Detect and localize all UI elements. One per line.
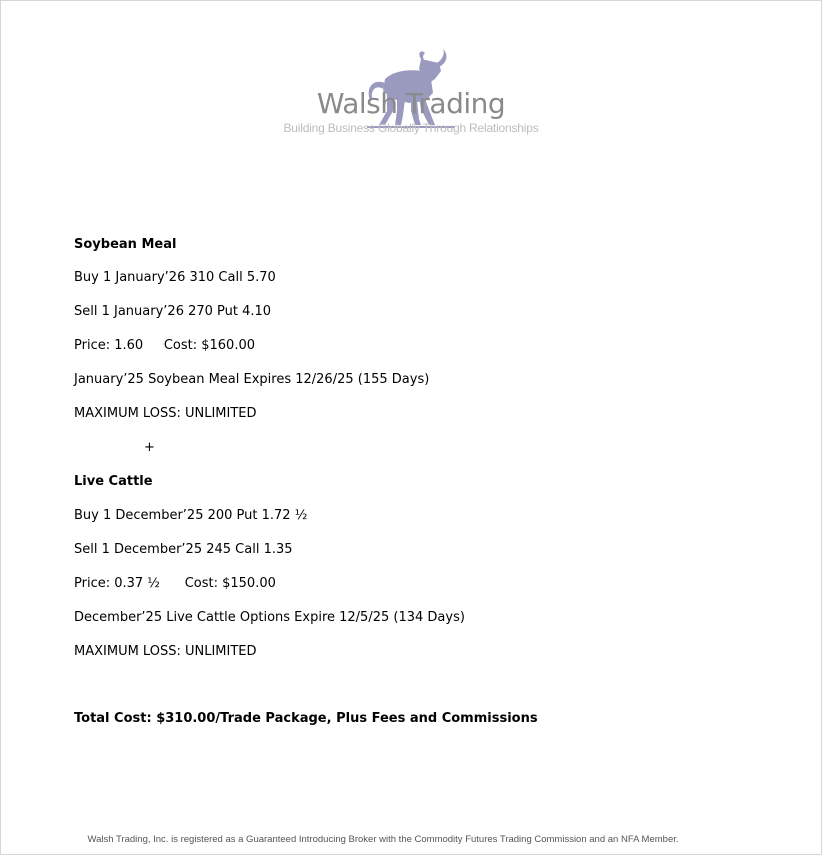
soybean-buy-line: Buy 1 January’26 310 Call 5.70	[74, 270, 276, 285]
cattle-max-loss: MAXIMUM LOSS: UNLIMITED	[74, 644, 257, 659]
soybean-sell-line: Sell 1 January’26 270 Put 4.10	[74, 304, 272, 319]
brand-tagline: Building Business Globally Through Relationships	[283, 121, 539, 135]
brand-name: Walsh Trading	[316, 87, 506, 120]
cattle-price-line: Price: 0.37 ½ Cost: $150.00	[74, 576, 276, 591]
soybean-price-line: Price: 1.60 Cost: $160.00	[74, 338, 256, 353]
soybean-title: Soybean Meal	[74, 237, 177, 252]
cattle-sell-line: Sell 1 December’25 245 Call 1.35	[74, 542, 293, 557]
footer-disclaimer: Walsh Trading, Inc. is registered as a Guaranteed Introducing Broker with the Commodity Futures Trading Commission and an NFA Member.	[87, 834, 679, 845]
cattle-buy-line: Buy 1 December’25 200 Put 1.72 ½	[74, 508, 308, 523]
plus-sign: +	[144, 440, 155, 455]
cattle-title: Live Cattle	[74, 474, 153, 489]
cattle-expiry-line: December’25 Live Cattle Options Expire 12/5/25 (134 Days)	[74, 610, 465, 625]
total-cost: Total Cost: $310.00/Trade Package, Plus Fees and Commissions	[74, 711, 538, 726]
soybean-expiry-line: January’25 Soybean Meal Expires 12/26/25 (155 Days)	[74, 372, 430, 387]
soybean-max-loss: MAXIMUM LOSS: UNLIMITED	[74, 406, 257, 421]
